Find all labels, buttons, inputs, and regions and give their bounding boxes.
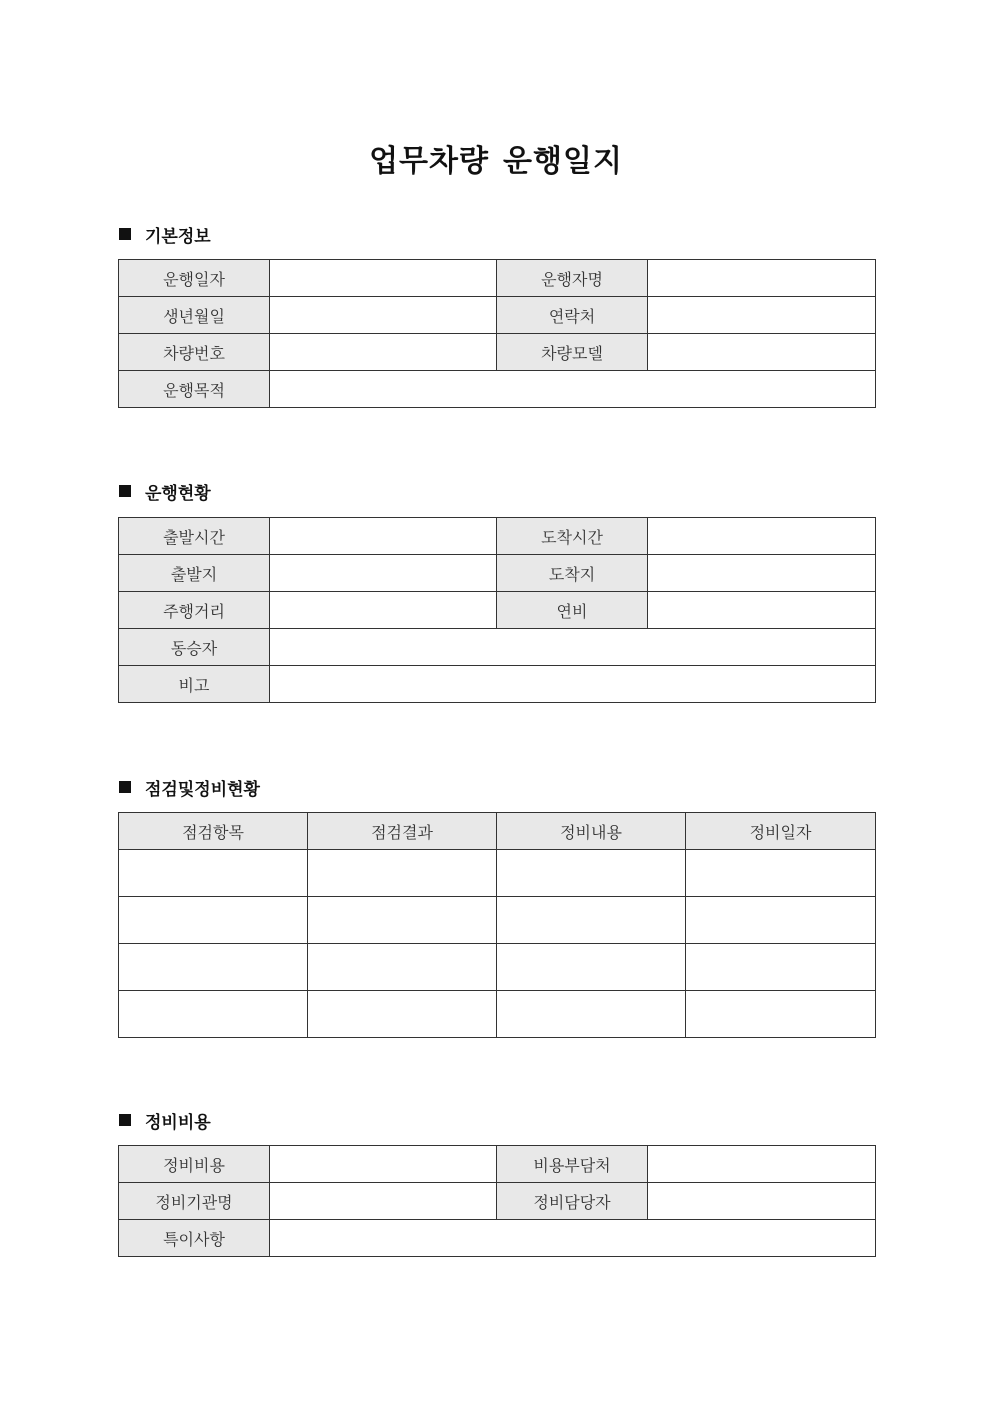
field-arrival-place[interactable] — [648, 555, 876, 592]
field-distance[interactable] — [270, 592, 497, 629]
field-manager[interactable] — [648, 1183, 876, 1220]
page-title — [0, 136, 992, 180]
table-cell[interactable] — [497, 897, 686, 944]
table-cell[interactable] — [308, 850, 497, 897]
table-cell[interactable] — [497, 850, 686, 897]
field-remarks[interactable] — [270, 666, 876, 703]
label-passengers: 동승자 — [119, 629, 270, 666]
table-cell[interactable] — [308, 944, 497, 991]
field-driver-name[interactable] — [648, 260, 876, 297]
field-drive-date[interactable] — [270, 260, 497, 297]
title-part1: 업무차량 — [369, 144, 489, 179]
section-heading-label: 정비비용 — [145, 1112, 211, 1133]
table-cell[interactable] — [686, 944, 876, 991]
field-vehicle-model[interactable] — [648, 334, 876, 371]
section-heading-label: 기본정보 — [145, 226, 211, 247]
label-driver-name: 운행자명 — [497, 260, 648, 297]
label-contact: 연락처 — [497, 297, 648, 334]
label-purpose: 운행목적 — [119, 371, 270, 408]
table-row — [119, 991, 876, 1038]
label-arrival-time: 도착시간 — [497, 518, 648, 555]
label-manager: 정비담당자 — [497, 1183, 648, 1220]
section-heading-drive-status — [119, 479, 211, 503]
column-header-maintenance-content: 정비내용 — [497, 813, 686, 850]
section-heading-label: 점검및정비현황 — [145, 779, 260, 800]
label-fuel-efficiency: 연비 — [497, 592, 648, 629]
table-cell[interactable] — [686, 850, 876, 897]
table-cell[interactable] — [686, 991, 876, 1038]
label-remarks: 비고 — [119, 666, 270, 703]
label-birth-date: 생년월일 — [119, 297, 270, 334]
field-shop-name[interactable] — [270, 1183, 497, 1220]
label-departure-place: 출발지 — [119, 555, 270, 592]
table-cell[interactable] — [497, 944, 686, 991]
field-fuel-efficiency[interactable] — [648, 592, 876, 629]
table-cell[interactable] — [119, 991, 308, 1038]
inspection-table — [118, 812, 876, 1038]
label-distance: 주행거리 — [119, 592, 270, 629]
field-cost-payer[interactable] — [648, 1146, 876, 1183]
label-notes: 특이사항 — [119, 1220, 270, 1257]
label-drive-date: 운행일자 — [119, 260, 270, 297]
table-cell[interactable] — [497, 991, 686, 1038]
field-passengers[interactable] — [270, 629, 876, 666]
table-cell[interactable] — [119, 944, 308, 991]
table-cell[interactable] — [119, 897, 308, 944]
square-bullet-icon — [119, 1114, 131, 1126]
square-bullet-icon — [119, 228, 131, 240]
column-header-inspection-result: 점검결과 — [308, 813, 497, 850]
drive-status-table — [118, 517, 876, 703]
table-row — [119, 850, 876, 897]
field-birth-date[interactable] — [270, 297, 497, 334]
table-cell[interactable] — [686, 897, 876, 944]
label-vehicle-number: 차량번호 — [119, 334, 270, 371]
label-arrival-place: 도착지 — [497, 555, 648, 592]
field-departure-time[interactable] — [270, 518, 497, 555]
title-part2: 운행일지 — [503, 144, 623, 179]
label-shop-name: 정비기관명 — [119, 1183, 270, 1220]
section-heading-label: 운행현황 — [145, 483, 211, 504]
label-departure-time: 출발시간 — [119, 518, 270, 555]
section-heading-basic-info — [119, 222, 211, 246]
column-header-maintenance-date: 정비일자 — [686, 813, 876, 850]
table-row — [119, 944, 876, 991]
column-header-inspection-item: 점검항목 — [119, 813, 308, 850]
table-cell[interactable] — [308, 991, 497, 1038]
field-vehicle-number[interactable] — [270, 334, 497, 371]
field-departure-place[interactable] — [270, 555, 497, 592]
label-cost: 정비비용 — [119, 1146, 270, 1183]
field-notes[interactable] — [270, 1220, 876, 1257]
basic-info-table — [118, 259, 876, 408]
table-cell[interactable] — [308, 897, 497, 944]
field-arrival-time[interactable] — [648, 518, 876, 555]
table-cell[interactable] — [119, 850, 308, 897]
square-bullet-icon — [119, 781, 131, 793]
square-bullet-icon — [119, 485, 131, 497]
field-contact[interactable] — [648, 297, 876, 334]
section-heading-maintenance-cost — [119, 1108, 211, 1132]
label-vehicle-model: 차량모델 — [497, 334, 648, 371]
table-row — [119, 897, 876, 944]
section-heading-inspection — [119, 775, 260, 799]
maintenance-cost-table — [118, 1145, 876, 1257]
label-cost-payer: 비용부담처 — [497, 1146, 648, 1183]
field-cost[interactable] — [270, 1146, 497, 1183]
field-purpose[interactable] — [270, 371, 876, 408]
